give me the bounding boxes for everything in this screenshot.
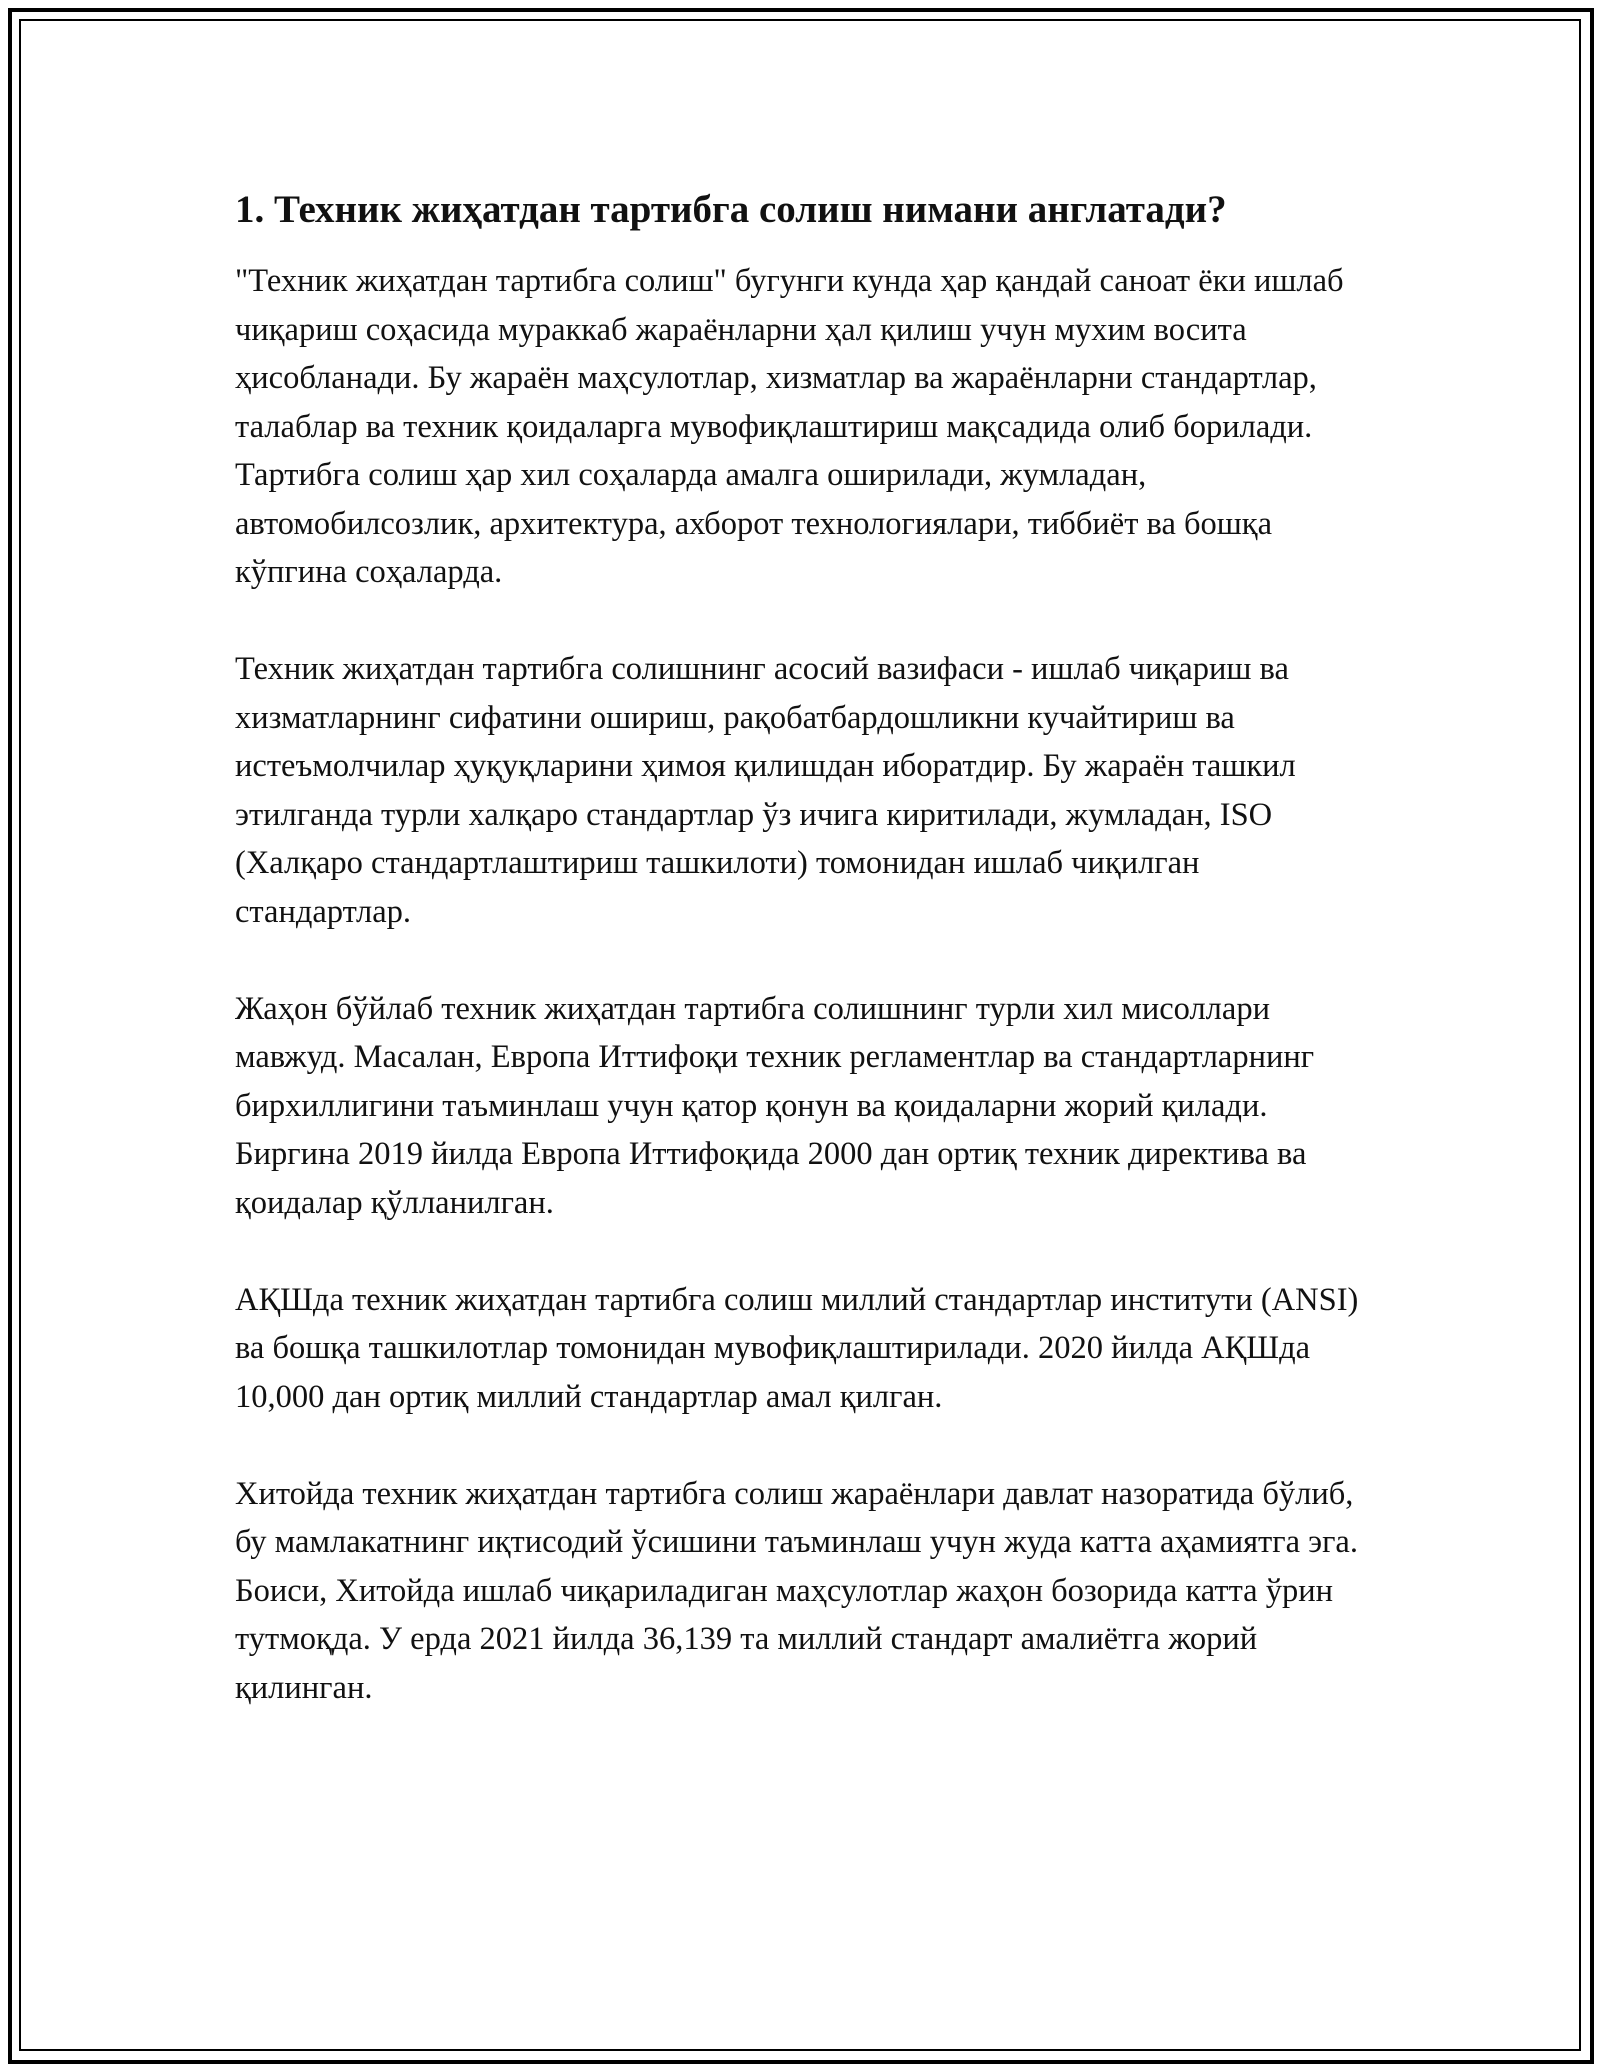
document-body bbox=[235, 185, 1375, 1761]
document-heading: 1. Техник жиҳатдан тартибга солиш нимани англатади? bbox=[235, 188, 1227, 231]
paragraph-2: Техник жиҳатдан тартибга солишнинг асосий вазифаси - ишлаб чиқариш ва хизматларнинг сифатини ошириш, рақобатбардошликни кучайтириш ва истеъмолчилар ҳуқуқларини ҳимоя қилишдан иборатдир. Бу жараён ташкил этилганда турли халқаро стандартлар ўз ичига киритилади, жумладан, ISO (Халқаро стандартлаштириш ташкилоти) томонидан ишлаб чиқилган стандартлар. bbox=[235, 651, 1296, 930]
paragraph-3: Жаҳон бўйлаб техник жиҳатдан тартибга солишнинг турли хил мисоллари мавжуд. Масалан, Европа Иттифоқи техник регламентлар ва стандартларнинг бирхиллигини таъминлаш учун қатор қонун ва қоидаларни жорий қилади. Биргина 2019 йилда Европа Иттифоқида 2000 дан ортиқ техник директива ва қоидалар қўлланилган. bbox=[235, 990, 1315, 1221]
paragraph-4: АҚШда техник жиҳатдан тартибга солиш миллий стандартлар институти (ANSI) ва бошқа ташкилотлар томонидан мувофиқлаштирилади. 2020 йилда АҚШда 10,000 дан ортиқ миллий стандартлар амал қилган. bbox=[235, 1281, 1359, 1415]
paragraph-1: "Техник жиҳатдан тартибга солиш" бугунги кунда ҳар қандай саноат ёки ишлаб чиқариш соҳасида мураккаб жараёнларни ҳал қилиш учун мухим восита ҳисобланади. Бу жараён маҳсулотлар, хизматлар ва жараёнларни стандартлар, талаблар ва техник қоидаларга мувофиқлаштириш мақсадида олиб борилади. Тартибга солиш ҳар хил соҳаларда амалга оширилади, жумладан, автомобилсозлик, архитектура, ахборот технологиялари, тиббиёт ва бошқа кўпгина соҳаларда. bbox=[235, 263, 1344, 590]
paragraph-5: Хитойда техник жиҳатдан тартибга солиш жараёнлари давлат назоратида бўлиб, бу мамлакатнинг иқтисодий ўсишини таъминлаш учун жуда катта аҳамиятга эга. Боиси, Хитойда ишлаб чиқариладиган маҳсулотлар жаҳон бозорида катта ўрин тутмоқда. У ерда 2021 йилда 36,139 та миллий стандарт амалиётга жорий қилинган. bbox=[235, 1475, 1358, 1706]
